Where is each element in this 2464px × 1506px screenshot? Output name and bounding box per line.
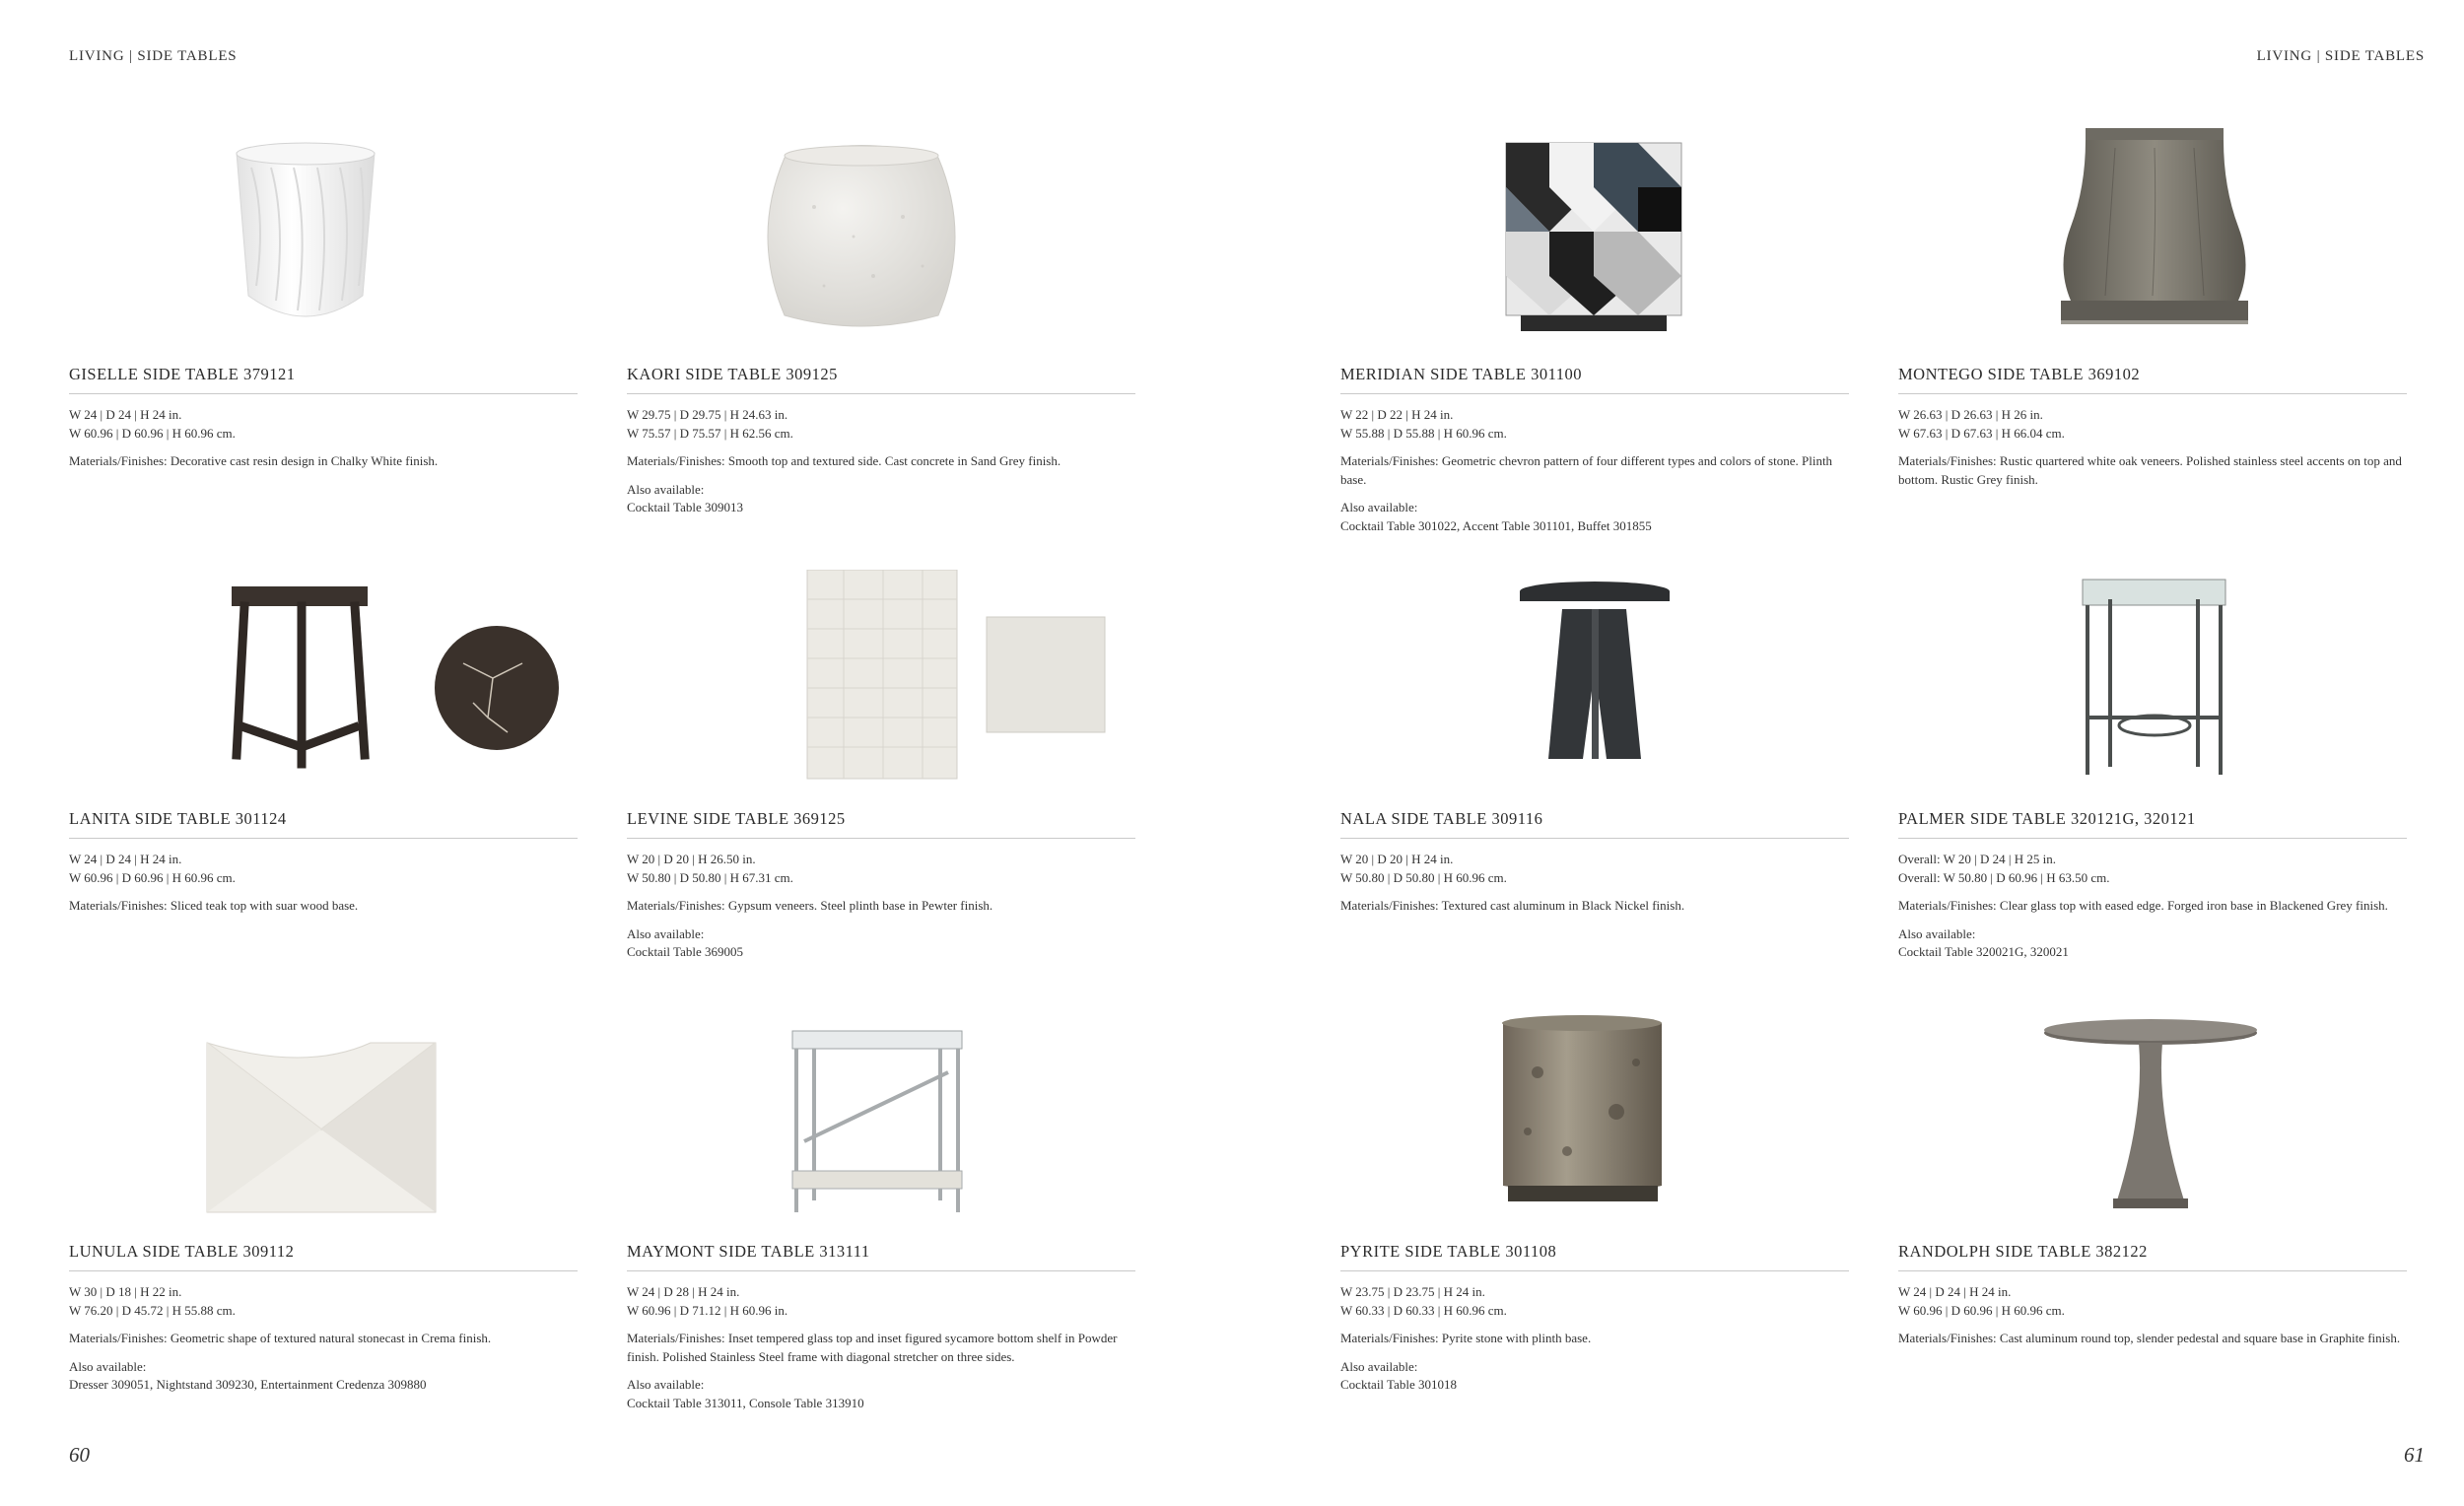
materials-text: Materials/Finishes: Rustic quartered white oak veneers. Polished stainless steel accents on top and bottom. Rustic Grey finish. [1898, 453, 2402, 487]
also-available-label: Also available: [627, 1377, 705, 1392]
also-available-label [69, 481, 578, 499]
materials-text: Materials/Finishes: Smooth top and textured side. Cast concrete in Sand Grey finish. [627, 453, 1061, 468]
dimensions-cm: W 50.80 | D 50.80 | H 67.31 cm. [627, 869, 793, 885]
product-levine [627, 570, 1135, 964]
also-available-items [1898, 1376, 2407, 1394]
materials-text: Materials/Finishes: Inset tempered glass top and inset figured sycamore bottom shelf in Powder finish. Polished Stainless Steel frame with diagonal stretcher on three sides. [627, 1331, 1118, 1364]
also-available-items: Cocktail Table 313011, Console Table 313910 [627, 1395, 864, 1410]
product-image-randolph [1898, 1003, 2407, 1225]
also-available-items: Cocktail Table 301018 [1340, 1377, 1457, 1392]
product-title: RANDOLPH SIDE TABLE 382122 [1898, 1242, 2407, 1271]
product-image-nala [1340, 570, 1849, 791]
also-available-label: Also available: [1898, 925, 1976, 941]
also-available-items [69, 943, 578, 961]
product-maymont [627, 1003, 1135, 1447]
dimensions-cm: W 75.57 | D 75.57 | H 62.56 cm. [627, 425, 793, 441]
page-number-right: 61 [2404, 1443, 2425, 1467]
also-available-items: Cocktail Table 309013 [627, 500, 743, 514]
product-title: LEVINE SIDE TABLE 369125 [627, 809, 1135, 839]
product-title: MONTEGO SIDE TABLE 369102 [1898, 365, 2407, 394]
also-available-label [1898, 1358, 2407, 1376]
also-available-label: Also available: [627, 481, 705, 497]
product-nala [1340, 570, 1849, 964]
dimensions-inches: W 24 | D 24 | H 24 in. [69, 852, 182, 866]
dimensions-cm: W 55.88 | D 55.88 | H 60.96 cm. [1340, 425, 1507, 441]
product-info [69, 406, 578, 516]
also-available-label: Also available: [627, 925, 705, 941]
product-lanita [69, 570, 578, 964]
dimensions-inches: W 20 | D 20 | H 24 in. [1340, 852, 1454, 866]
dimensions-inches: W 29.75 | D 29.75 | H 24.63 in. [627, 407, 788, 422]
also-available-label: Also available: [1340, 1358, 1418, 1374]
materials-text: Materials/Finishes: Cast aluminum round top, slender pedestal and square base in Graphite finish. [1898, 1331, 2401, 1345]
also-available-label [1340, 925, 1849, 943]
dimensions-cm: W 76.20 | D 45.72 | H 55.88 cm. [69, 1302, 236, 1318]
product-info [69, 1283, 578, 1395]
product-info [69, 851, 578, 961]
also-available-label [69, 925, 578, 943]
also-available-items: Cocktail Table 320021G, 320021 [1898, 944, 2069, 959]
dimensions-cm: Overall: W 50.80 | D 60.96 | H 63.50 cm. [1898, 869, 2110, 885]
also-available-label: Also available: [1340, 500, 1418, 514]
product-info [1898, 406, 2407, 534]
product-image-lanita [69, 570, 578, 791]
product-giselle [69, 128, 578, 522]
dimensions-inches: W 26.63 | D 26.63 | H 26 in. [1898, 407, 2043, 422]
product-title: NALA SIDE TABLE 309116 [1340, 809, 1849, 839]
product-title: MERIDIAN SIDE TABLE 301100 [1340, 365, 1849, 394]
product-pyrite [1340, 1003, 1849, 1417]
product-image-palmer [1898, 570, 2407, 791]
page-number-left: 60 [69, 1443, 90, 1467]
dimensions-cm: W 50.80 | D 50.80 | H 60.96 cm. [1340, 869, 1507, 885]
product-montego [1898, 128, 2407, 522]
product-info [1340, 1283, 1849, 1395]
product-image-pyrite [1340, 1003, 1849, 1225]
dimensions-inches: W 20 | D 20 | H 26.50 in. [627, 852, 756, 866]
materials-text: Materials/Finishes: Pyrite stone with plinth base. [1340, 1331, 1592, 1345]
materials-text: Materials/Finishes: Decorative cast resin design in Chalky White finish. [69, 453, 439, 468]
product-lunula [69, 1003, 578, 1417]
product-title: PALMER SIDE TABLE 320121G, 320121 [1898, 809, 2407, 839]
product-kaori [627, 128, 1135, 522]
product-info [627, 851, 1135, 962]
product-image-meridian [1340, 128, 1849, 350]
product-info [1340, 851, 1849, 961]
product-title: PYRITE SIDE TABLE 301108 [1340, 1242, 1849, 1271]
also-available-items: Cocktail Table 301022, Accent Table 301101, Buffet 301855 [1340, 517, 1652, 533]
dimensions-cm: W 67.63 | D 67.63 | H 66.04 cm. [1898, 425, 2065, 441]
dimensions-cm: W 60.96 | D 71.12 | H 60.96 in. [627, 1302, 788, 1318]
dimensions-cm: W 60.96 | D 60.96 | H 60.96 cm. [69, 869, 236, 885]
also-available-items [1898, 516, 2407, 534]
product-title: LANITA SIDE TABLE 301124 [69, 809, 578, 839]
also-available-items: Dresser 309051, Nightstand 309230, Entertainment Credenza 309880 [69, 1377, 427, 1392]
product-image-giselle [69, 128, 578, 350]
materials-text: Materials/Finishes: Textured cast aluminum in Black Nickel finish. [1340, 898, 1685, 913]
product-image-lunula [69, 1003, 578, 1225]
dimensions-inches: W 23.75 | D 23.75 | H 24 in. [1340, 1284, 1485, 1299]
dimensions-inches: W 24 | D 24 | H 24 in. [1898, 1284, 2012, 1299]
product-palmer [1898, 570, 2407, 984]
also-available-items: Cocktail Table 369005 [627, 944, 743, 959]
dimensions-inches: W 22 | D 22 | H 24 in. [1340, 407, 1454, 422]
dimensions-inches: W 30 | D 18 | H 22 in. [69, 1284, 182, 1299]
product-info [627, 1283, 1135, 1412]
dimensions-inches: W 24 | D 28 | H 24 in. [627, 1284, 740, 1299]
product-image-kaori [627, 128, 1135, 350]
materials-text: Materials/Finishes: Geometric shape of textured natural stonecast in Crema finish. [69, 1331, 492, 1345]
running-head-left: LIVING | SIDE TABLES [69, 48, 238, 64]
materials-text: Materials/Finishes: Geometric chevron pattern of four different types and colors of stone. Plinth base. [1340, 453, 1833, 487]
product-title: GISELLE SIDE TABLE 379121 [69, 365, 578, 394]
product-info [1898, 1283, 2407, 1394]
product-title: MAYMONT SIDE TABLE 313111 [627, 1242, 1135, 1271]
product-image-levine [627, 570, 1135, 791]
running-head-right: LIVING | SIDE TABLES [2256, 48, 2425, 64]
also-available-items [69, 499, 578, 516]
product-meridian [1340, 128, 1849, 542]
product-title: KAORI SIDE TABLE 309125 [627, 365, 1135, 394]
also-available-items [1340, 943, 1849, 961]
dimensions-inches: Overall: W 20 | D 24 | H 25 in. [1898, 852, 2056, 866]
product-title: LUNULA SIDE TABLE 309112 [69, 1242, 578, 1271]
materials-text: Materials/Finishes: Gypsum veneers. Steel plinth base in Pewter finish. [627, 898, 993, 913]
product-info [627, 406, 1135, 517]
product-randolph [1898, 1003, 2407, 1417]
also-available-label: Also available: [69, 1358, 147, 1374]
materials-text: Materials/Finishes: Sliced teak top with suar wood base. [69, 898, 359, 913]
dimensions-cm: W 60.96 | D 60.96 | H 60.96 cm. [1898, 1302, 2065, 1318]
product-image-maymont [627, 1003, 1135, 1225]
dimensions-cm: W 60.33 | D 60.33 | H 60.96 cm. [1340, 1302, 1507, 1318]
materials-text: Materials/Finishes: Clear glass top with eased edge. Forged iron base in Blackened Grey finish. [1898, 898, 2388, 913]
dimensions-inches: W 24 | D 24 | H 24 in. [69, 407, 182, 422]
product-info [1898, 851, 2407, 962]
also-available-label [1898, 499, 2407, 516]
product-image-montego [1898, 128, 2407, 350]
product-info [1340, 406, 1849, 535]
dimensions-cm: W 60.96 | D 60.96 | H 60.96 cm. [69, 425, 236, 441]
